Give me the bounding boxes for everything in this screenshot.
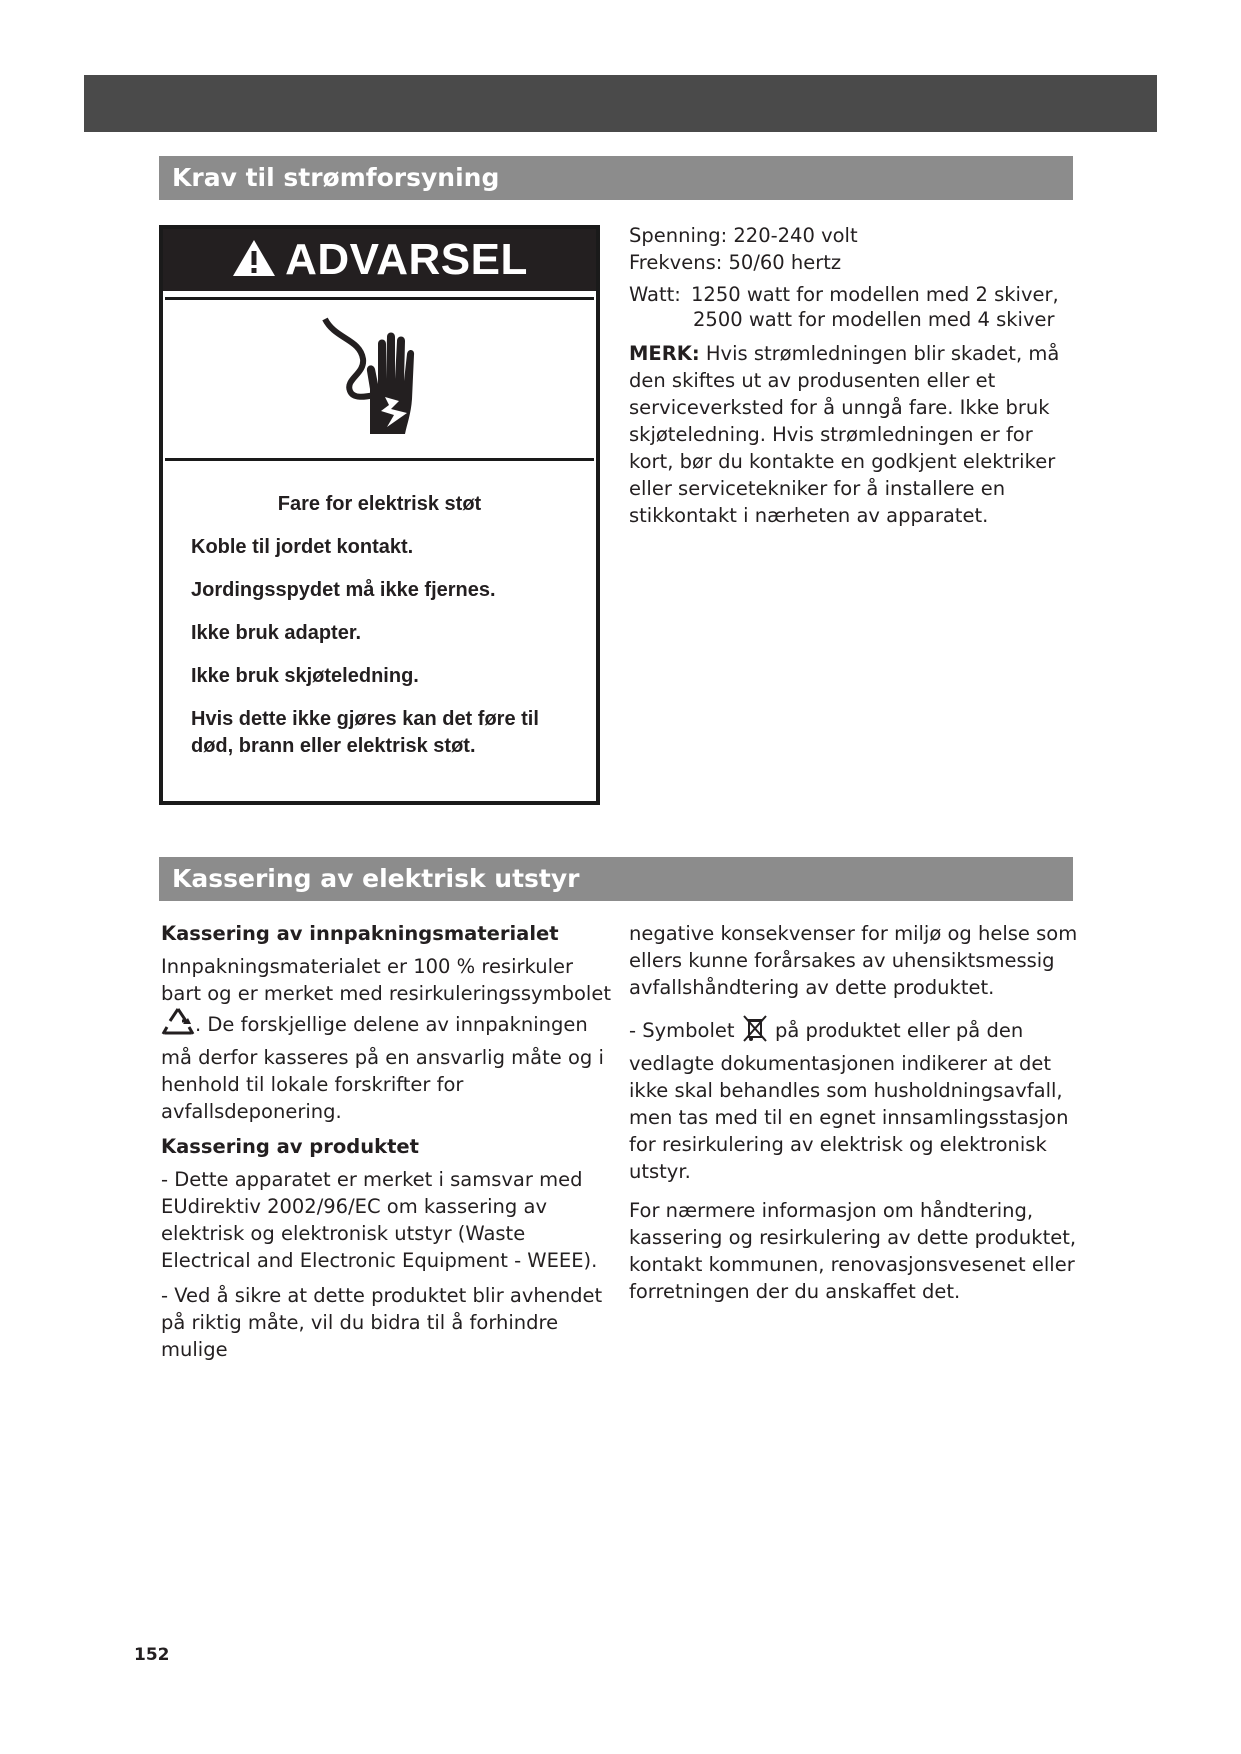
disposal-left-column [161,920,611,1371]
product-paragraph-2: - Ved å sikre at dette produktet blir avhendet på riktig måte, vil du bidra til å forhindre mulige [161,1284,603,1361]
watt-line-2: 2500 watt for modellen med 4 skiver [693,308,1055,331]
right-paragraph-1: negative konsekvenser for miljø og helse som ellers kunne forårsakes av uhensiktsmessig avfallshåndtering av dette produktet. [629,922,1078,999]
right-paragraph-2 [629,1013,1079,1185]
recycle-icon [161,1007,195,1044]
top-header-band [84,75,1157,132]
warning-line: Ikke bruk adapter. [191,622,362,644]
crossed-bin-icon [741,1013,769,1050]
warning-title: ADVARSEL [285,235,528,284]
right-paragraph-3: For nærmere informasjon om håndtering, kassering og resirkulering av dette produktet, kontakt kommunen, renovasjonsvesenet eller forretningen der du anskaffet det. [629,1199,1077,1303]
warning-header [163,229,596,291]
warning-line: Hvis dette ikke gjøres kan det føre til død, brann eller elektrisk støt. [191,708,539,757]
disposal-right-column [629,920,1079,1313]
section-title-power: Krav til strømforsyning [159,156,1073,200]
warning-subtitle: Fare for elektrisk støt [277,493,482,515]
product-paragraph-1: - Dette apparatet er merket i samsvar med EUdirektiv 2002/96/EC om kassering av elektrisk og elektronisk utstyr (Waste Electrical and Electronic Equipment - WEEE). [161,1168,598,1272]
electric-shock-hand-icon [165,297,594,461]
warning-line: Koble til jordet kontakt. [191,536,414,558]
note-label: MERK: [629,342,700,365]
frequency-text: Frekvens: 50/60 hertz [629,251,842,274]
packaging-text-b: . De forskjellige delene av innpakningen må derfor kasseres på en ansvarlig måte og i henhold til lokale forskrifter for avfallsdeponering. [161,1013,604,1123]
packaging-text [161,953,611,1125]
watt-line-1: 1250 watt for modellen med 2 skiver, [691,283,1059,306]
product-heading: Kassering av produktet [161,1135,419,1158]
right-paragraph-2b: på produktet eller på den vedlagte dokumentasjonen indikerer at det ikke skal behandles som husholdningsavfall, men tas med til en egnet innsamlingsstasjon for resirkulering av elektrisk og elektronisk utstyr. [629,1019,1069,1183]
voltage-text: Spenning: 220-240 volt [629,224,858,247]
note-text: Hvis strømledningen blir skadet, må den skiftes ut av produsenten eller et serviceverksted for å unngå fare. Ikke bruk skjøteledning. Hvis strømledningen er for kort, bør du kontakte en godkjent elektriker eller servicetekniker for å installere en stikkontakt i nærheten av apparatet. [629,342,1060,527]
warning-line: Jordingsspydet må ikke fjernes. [191,579,496,601]
section-title-disposal: Kassering av elektrisk utstyr [159,857,1073,901]
watt-block [629,282,1079,332]
power-specs [629,222,1079,537]
warning-box [159,225,600,805]
packaging-text-a: Innpakningsmaterialet er 100 % resirkuler bart og er merket med resirkuleringssymbolet [161,955,611,1005]
power-note [629,340,1079,529]
warning-triangle-icon [231,238,277,283]
page-number: 152 [134,1645,170,1665]
watt-label: Watt: [629,283,681,306]
warning-line: Ikke bruk skjøteledning. [191,665,419,687]
packaging-heading: Kassering av innpakningsmaterialet [161,922,559,945]
right-paragraph-2a: - Symbolet [629,1019,735,1042]
